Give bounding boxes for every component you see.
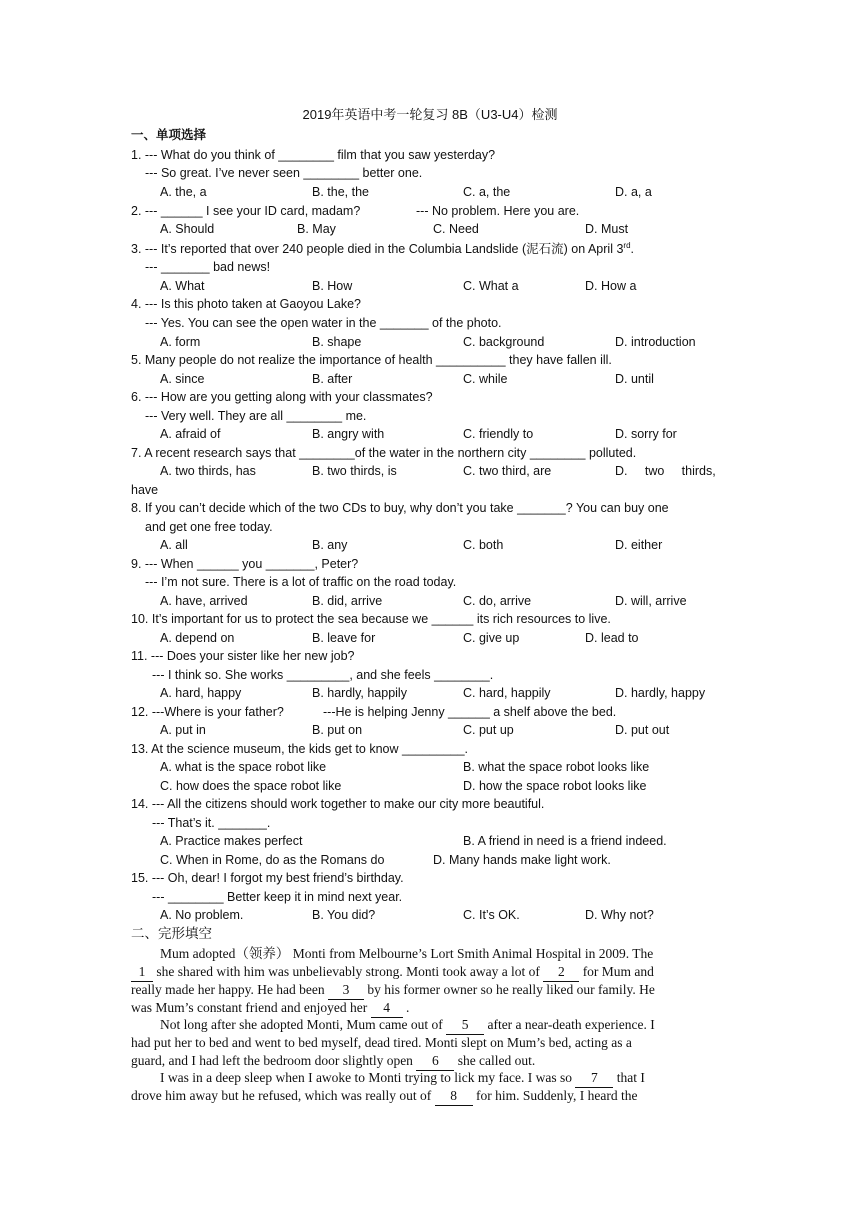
q1-option-c: C. a, the xyxy=(463,185,511,199)
q14-option-a: A. Practice makes perfect xyxy=(160,834,303,848)
cloze-p1-line-3-text: really made her happy. He had been xyxy=(131,982,329,997)
q7-option-d-continued: have xyxy=(131,483,159,497)
question-9: 9. --- When ______ you _______, Peter? xyxy=(131,557,359,571)
q11-option-d: D. hardly, happy xyxy=(615,686,706,700)
q5-option-c: C. while xyxy=(463,372,508,386)
q13-option-b: B. what the space robot looks like xyxy=(463,760,650,774)
q4-option-c: C. background xyxy=(463,335,545,349)
q15-option-c: C. It’s OK. xyxy=(463,908,520,922)
q14-option-c: C. When in Rome, do as the Romans do xyxy=(160,853,385,867)
q12-option-c: C. put up xyxy=(463,723,514,737)
question-11-line-2: --- I think so. She works _________, and she feels ________. xyxy=(152,668,494,682)
q9-option-c: C. do, arrive xyxy=(463,594,532,608)
q1-option-b: B. the, the xyxy=(312,185,369,199)
cloze-p2-line-1-text: Not long after she adopted Monti, Mum came out of xyxy=(160,1017,447,1032)
q2-option-c: C. Need xyxy=(433,222,479,236)
cloze-p3-line-1-end: that I xyxy=(613,1070,645,1085)
cloze-p3-line-2 xyxy=(131,1087,638,1106)
q4-option-d: D. introduction xyxy=(615,335,696,349)
question-15: 15. --- Oh, dear! I forgot my best friend’s birthday. xyxy=(131,871,404,885)
q13-option-c: C. how does the space robot like xyxy=(160,779,342,793)
question-9-line-2: --- I’m not sure. There is a lot of traffic on the road today. xyxy=(145,575,457,589)
q5-option-a: A. since xyxy=(160,372,205,386)
q11-option-a: A. hard, happy xyxy=(160,686,242,700)
q15-option-d: D. Why not? xyxy=(585,908,654,922)
q4-option-b: B. shape xyxy=(312,335,362,349)
cloze-p1-line-2-text: she shared with him was unbelievably strong. Monti took away a lot of xyxy=(153,964,544,979)
q14-option-d: D. Many hands make light work. xyxy=(433,853,611,867)
q6-option-c: C. friendly to xyxy=(463,427,534,441)
q8-option-b: B. any xyxy=(312,538,348,552)
q9-option-a: A. have, arrived xyxy=(160,594,248,608)
q7-option-d: D. two thirds, xyxy=(615,464,716,478)
section-heading-cloze: 二、完形填空 xyxy=(131,926,212,941)
q11-option-c: C. hard, happily xyxy=(463,686,551,700)
question-14-line-2: --- That’s it. _______. xyxy=(152,816,271,830)
q12-option-d: D. put out xyxy=(615,723,670,737)
blank-5: 5 xyxy=(446,1016,484,1035)
q3-option-a: A. What xyxy=(160,279,205,293)
q12-option-a: A. put in xyxy=(160,723,206,737)
q8-option-c: C. both xyxy=(463,538,504,552)
q5-option-d: D. until xyxy=(615,372,654,386)
q10-option-d: D. lead to xyxy=(585,631,639,645)
cloze-p1-line-4-end: . xyxy=(402,1000,410,1015)
q15-option-a: A. No problem. xyxy=(160,908,244,922)
question-15-line-2: --- ________ Better keep it in mind next year. xyxy=(152,890,403,904)
q6-option-a: A. afraid of xyxy=(160,427,221,441)
question-12: 12. ---Where is your father? xyxy=(131,705,284,719)
q9-option-d: D. will, arrive xyxy=(615,594,687,608)
question-3-line-2: --- _______ bad news! xyxy=(145,260,271,274)
q3-option-d: D. How a xyxy=(585,279,637,293)
question-8: 8. If you can’t decide which of the two CDs to buy, why don’t you take _______? You can buy one xyxy=(131,501,669,515)
q12-option-b: B. put on xyxy=(312,723,363,737)
q3-option-b: B. How xyxy=(312,279,353,293)
q3-option-c: C. What a xyxy=(463,279,519,293)
q7-option-b: B. two thirds, is xyxy=(312,464,397,478)
q2-option-a: A. Should xyxy=(160,222,215,236)
cloze-p1-line-2 xyxy=(131,963,654,982)
cloze-p3-line-2-end: for him. Suddenly, I heard the xyxy=(472,1088,638,1103)
q13-option-a: A. what is the space robot like xyxy=(160,760,327,774)
q5-option-b: B. after xyxy=(312,372,353,386)
cloze-p2-line-2: had put her to bed and went to bed myself, dead tired. Monti slept on Mum’s bed, acting as a xyxy=(131,1035,632,1050)
cloze-p1-line-1: Mum adopted（领养） Monti from Melbourne’s Lort Smith Animal Hospital in 2009. The xyxy=(160,946,654,961)
question-13: 13. At the science museum, the kids get to know _________. xyxy=(131,742,469,756)
question-12-reply: ---He is helping Jenny ______ a shelf above the bed. xyxy=(323,705,617,719)
q7-option-a: A. two thirds, has xyxy=(160,464,256,478)
question-3-text: 3. --- It’s reported that over 240 people died in the Columbia Landslide (泥石流) on April 3 xyxy=(131,242,624,256)
cloze-p1-line-2-end: for Mum and xyxy=(579,964,654,979)
q10-option-b: B. leave for xyxy=(312,631,376,645)
q8-option-d: D. either xyxy=(615,538,663,552)
question-2-reply: --- No problem. Here you are. xyxy=(416,204,580,218)
question-4-line-2: --- Yes. You can see the open water in the _______ of the photo. xyxy=(145,316,502,330)
cloze-p1-line-3 xyxy=(131,981,655,1000)
cloze-p2-line-3-text: guard, and I had left the bedroom door slightly open xyxy=(131,1053,417,1068)
question-8-line-2: and get one free today. xyxy=(145,520,273,534)
question-4: 4. --- Is this photo taken at Gaoyou Lake? xyxy=(131,297,361,311)
blank-7: 7 xyxy=(575,1069,613,1088)
q6-option-d: D. sorry for xyxy=(615,427,677,441)
q13-option-d: D. how the space robot looks like xyxy=(463,779,647,793)
question-10: 10. It’s important for us to protect the sea because we ______ its rich resources to live. xyxy=(131,612,611,626)
question-14: 14. --- All the citizens should work together to make our city more beautiful. xyxy=(131,797,545,811)
blank-3: 3 xyxy=(328,981,364,1000)
q7-option-c: C. two third, are xyxy=(463,464,552,478)
blank-2: 2 xyxy=(543,963,579,982)
question-5: 5. Many people do not realize the importance of health __________ they have fallen ill. xyxy=(131,353,612,367)
q2-option-b: B. May xyxy=(297,222,336,236)
question-11: 11. --- Does your sister like her new job? xyxy=(131,649,355,663)
q4-option-a: A. form xyxy=(160,335,201,349)
blank-6: 6 xyxy=(416,1052,454,1071)
page-title: 2019年英语中考一轮复习 8B（U3-U4）检测 xyxy=(302,107,558,122)
question-6-line-2: --- Very well. They are all ________ me. xyxy=(145,409,367,423)
blank-1: 1 xyxy=(131,963,153,982)
q6-option-b: B. angry with xyxy=(312,427,385,441)
cloze-p3-line-1 xyxy=(160,1069,645,1088)
q15-option-b: B. You did? xyxy=(312,908,376,922)
question-6: 6. --- How are you getting along with your classmates? xyxy=(131,390,433,404)
cloze-p3-line-2-text: drove him away but he refused, which was really out of xyxy=(131,1088,435,1103)
q11-option-b: B. hardly, happily xyxy=(312,686,407,700)
q1-option-a: A. the, a xyxy=(160,185,207,199)
cloze-p3-line-1-text: I was in a deep sleep when I awoke to Monti trying to lick my face. I was so xyxy=(160,1070,576,1085)
cloze-p2-line-3-end: she called out. xyxy=(454,1053,536,1068)
question-3-end: . xyxy=(630,242,635,256)
q1-option-d: D. a, a xyxy=(615,185,652,199)
q9-option-b: B. did, arrive xyxy=(312,594,383,608)
question-3 xyxy=(131,240,634,258)
cloze-p1-line-4-text: was Mum’s constant friend and enjoyed her xyxy=(131,1000,371,1015)
question-2: 2. --- ______ I see your ID card, madam? xyxy=(131,204,361,218)
cloze-p2-line-1 xyxy=(160,1016,655,1035)
q10-option-a: A. depend on xyxy=(160,631,235,645)
q2-option-d: D. Must xyxy=(585,222,629,236)
question-1-line-2: --- So great. I’ve never seen ________ better one. xyxy=(145,166,423,180)
q14-option-b: B. A friend in need is a friend indeed. xyxy=(463,834,667,848)
cloze-p2-line-1-end: after a near-death experience. I xyxy=(484,1017,655,1032)
blank-8: 8 xyxy=(435,1087,473,1106)
cloze-p1-line-3-end: by his former owner so he really liked our family. He xyxy=(364,982,655,997)
question-3-superscript: rd xyxy=(623,240,631,250)
q8-option-a: A. all xyxy=(160,538,188,552)
q10-option-c: C. give up xyxy=(463,631,520,645)
blank-4: 4 xyxy=(371,999,403,1018)
question-7: 7. A recent research says that ________of the water in the northern city ________ polluted. xyxy=(131,446,637,460)
question-1: 1. --- What do you think of ________ film that you saw yesterday? xyxy=(131,148,496,162)
section-heading-single-choice: 一、单项选择 xyxy=(131,128,207,142)
